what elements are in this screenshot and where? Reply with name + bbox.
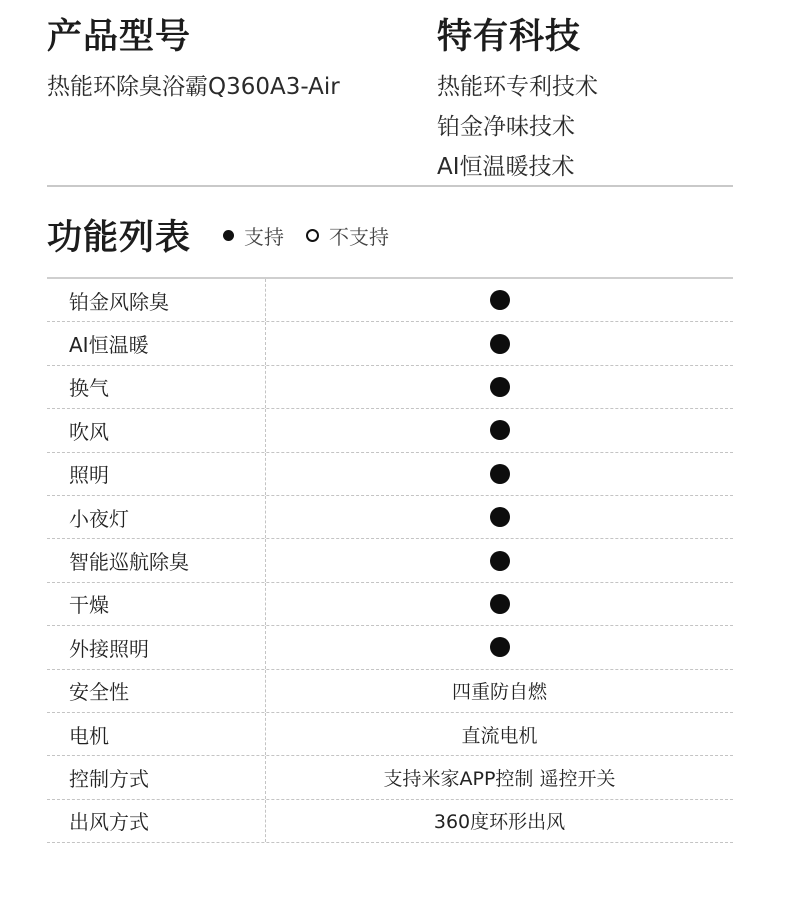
supported-dot-icon xyxy=(490,420,510,440)
row-value xyxy=(266,583,733,625)
supported-dot-icon xyxy=(490,551,510,571)
row-value-text: 四重防自燃 xyxy=(451,681,547,704)
row-value xyxy=(266,409,733,451)
row-label: 智能巡航除臭 xyxy=(47,539,266,581)
table-row xyxy=(47,626,733,669)
supported-dot-icon xyxy=(490,637,510,657)
tech-item: AI恒温暖技术 xyxy=(437,154,575,180)
table-row xyxy=(47,756,733,799)
supported-dot-icon xyxy=(490,377,510,397)
table-row xyxy=(47,409,733,452)
supported-dot-icon xyxy=(490,334,510,354)
special-tech-section xyxy=(437,14,737,187)
row-value xyxy=(266,626,733,668)
row-value-text: 支持米家APP控制 遥控开关 xyxy=(383,767,616,790)
row-label: 吹风 xyxy=(47,409,266,451)
row-value xyxy=(266,496,733,538)
product-model-heading: 产品型号 xyxy=(47,17,192,57)
supported-dot-icon xyxy=(490,290,510,310)
legend-supported xyxy=(223,221,284,250)
row-label: 电机 xyxy=(47,713,266,755)
row-value xyxy=(266,800,733,842)
row-label: 换气 xyxy=(47,366,266,408)
table-row xyxy=(47,539,733,582)
legend xyxy=(223,221,411,250)
row-label: 小夜灯 xyxy=(47,496,266,538)
row-label: 控制方式 xyxy=(47,756,266,798)
product-model-name: 热能环除臭浴霸Q360A3-Air xyxy=(47,74,340,100)
row-value xyxy=(266,453,733,495)
row-value-text: 直流电机 xyxy=(461,724,538,747)
row-label: 铂金风除臭 xyxy=(47,279,266,321)
tech-item: 热能环专利技术 xyxy=(437,74,598,100)
row-label: AI恒温暖 xyxy=(47,322,266,364)
hollow-dot-icon xyxy=(306,229,319,242)
row-value xyxy=(266,322,733,364)
supported-dot-icon xyxy=(490,594,510,614)
legend-unsupported-label: 不支持 xyxy=(329,224,390,249)
table-row xyxy=(47,713,733,756)
supported-dot-icon xyxy=(490,464,510,484)
table-row xyxy=(47,366,733,409)
table-row xyxy=(47,453,733,496)
row-value-text: 360度环形出风 xyxy=(433,811,566,834)
filled-dot-icon xyxy=(223,230,234,241)
row-label: 安全性 xyxy=(47,670,266,712)
supported-dot-icon xyxy=(490,507,510,527)
function-list-header xyxy=(47,210,411,260)
row-value xyxy=(266,670,733,712)
product-model-section xyxy=(47,14,427,107)
tech-item: 铂金净味技术 xyxy=(437,114,575,140)
row-value xyxy=(266,366,733,408)
table-row xyxy=(47,670,733,713)
table-row xyxy=(47,322,733,365)
function-list-title: 功能列表 xyxy=(47,218,192,258)
special-tech-heading: 特有科技 xyxy=(437,17,582,57)
row-value xyxy=(266,539,733,581)
table-row xyxy=(47,800,733,843)
section-divider xyxy=(47,185,733,187)
table-row xyxy=(47,496,733,539)
function-table xyxy=(47,277,733,843)
row-value xyxy=(266,713,733,755)
row-label: 外接照明 xyxy=(47,626,266,668)
row-label: 照明 xyxy=(47,453,266,495)
row-value xyxy=(266,756,733,798)
row-label: 干燥 xyxy=(47,583,266,625)
table-row xyxy=(47,583,733,626)
row-label: 出风方式 xyxy=(47,800,266,842)
table-row xyxy=(47,279,733,322)
legend-unsupported xyxy=(306,221,389,250)
row-value xyxy=(266,279,733,321)
legend-supported-label: 支持 xyxy=(244,224,285,249)
